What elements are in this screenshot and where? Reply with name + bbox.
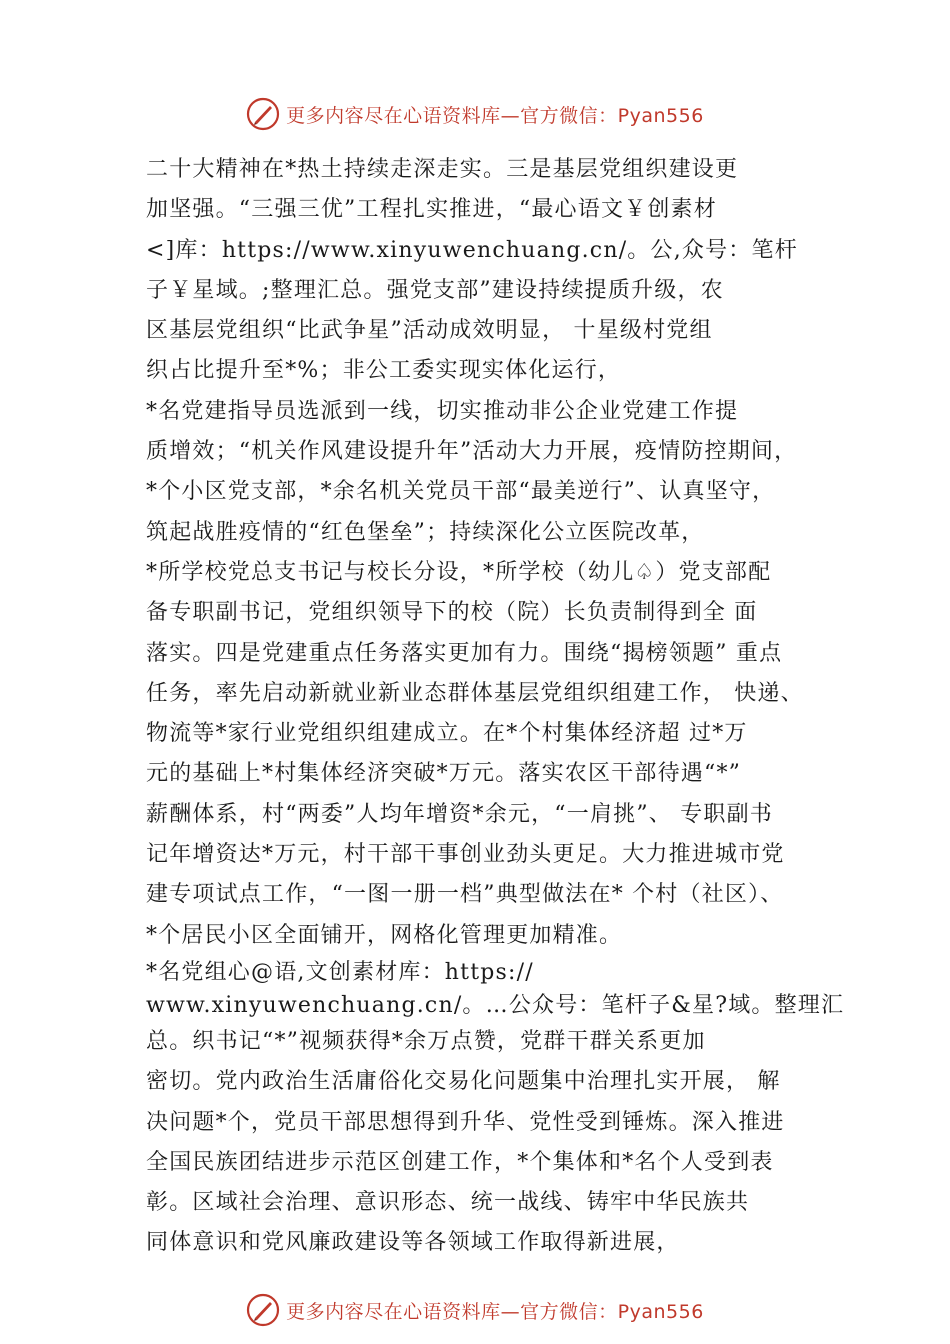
text-line: *所学校党总支书记与校长分设，*所学校（幼儿♤）党支部配 xyxy=(146,559,772,585)
text-line: 子￥星域。;整理汇总。强党支部”建设持续提质升级，农 xyxy=(146,277,724,303)
text-line: 决问题*个，党员干部思想得到升华、党性受到锤炼。深入推进 xyxy=(146,1109,785,1135)
text-line: 筑起战胜疫情的“红色堡垒”；持续深化公立医院改革， xyxy=(146,519,705,545)
text-line: *个居民小区全面铺开，网格化管理更加精准。 xyxy=(146,922,623,948)
text-line: 区基层党组织“比武争星”活动成效明显， 十星级村党组 xyxy=(146,318,713,344)
text-line: 薪酬体系，村“两委”人均年增资*余元，“一肩挑”、 专职副书 xyxy=(146,801,773,827)
footer-banner-text: 更多内容尽在心语资料库—官方微信：Pyan556 xyxy=(286,1300,704,1323)
text-line: *名党建指导员选派到一线，切实推动非公企业党建工作提 xyxy=(146,398,739,424)
text-line: 织占比提升至*%；非公工委实现实体化运行， xyxy=(146,358,622,384)
text-line: 二十大精神在*热土持续走深走实。三是基层党组织建设更 xyxy=(146,157,739,182)
text-line: 落实。四是党建重点任务落实更加有力。围绕“揭榜领题” 重点 xyxy=(146,640,783,666)
quill-seal-icon xyxy=(246,1293,280,1327)
text-line: 彰。区域社会治理、意识形态、统一战线、铸牢中华民族共 xyxy=(146,1190,750,1216)
text-line: 任务，率先启动新就业新业态群体基层党组织组建工作， 快递、 xyxy=(146,680,804,706)
text-line: 建专项试点工作，“一图一册一档”典型做法在* 个村（社区）、 xyxy=(146,882,784,908)
footer-banner xyxy=(0,1290,950,1330)
text-line: 质增效；“机关作风建设提升年”活动大力开展，疫情防控期间， xyxy=(146,439,798,465)
text-line: 元的基础上*村集体经济突破*万元。落实农区干部待遇“*” xyxy=(146,761,742,787)
header-banner-text: 更多内容尽在心语资料库—官方微信：Pyan556 xyxy=(286,104,704,127)
text-line: <]库：https://www.xinyuwenchuang.cn/。公,众号：笔杆 xyxy=(146,237,798,263)
text-line: 备专职副书记，党组织领导下的校（院）长负责制得到全 面 xyxy=(146,600,758,626)
header-banner xyxy=(0,94,950,134)
text-line: *个小区党支部，*余名机关党员干部“最美逆行”、认真坚守， xyxy=(146,479,776,505)
text-line: 全国民族团结进步示范区创建工作，*个集体和*名个人受到表 xyxy=(146,1149,774,1175)
quill-seal-icon xyxy=(246,97,280,131)
text-line: 加坚强。“三强三优”工程扎实推进，“最心语文￥创素材 xyxy=(146,197,717,223)
text-line: *名党组心@语,文创素材库：https:// xyxy=(146,959,534,985)
text-line: 同体意识和党风廉政建设等各领域工作取得新进展， xyxy=(146,1230,680,1256)
text-line: 密切。党内政治生活庸俗化交易化问题集中治理扎实开展， 解 xyxy=(146,1069,781,1095)
document-body xyxy=(146,150,846,1264)
text-line: 物流等*家行业党组织组建成立。在*个村集体经济超 过*万 xyxy=(146,721,748,747)
text-line: 记年增资达*万元，村干部干事创业劲头更足。大力推进城市党 xyxy=(146,842,785,868)
text-line: www.xinyuwenchuang.cn/。…公众号：笔杆子&星?域。整理汇 xyxy=(146,992,845,1018)
text-line: 总。织书记“*”视频获得*余万点赞，党群干群关系更加 xyxy=(146,1028,706,1054)
